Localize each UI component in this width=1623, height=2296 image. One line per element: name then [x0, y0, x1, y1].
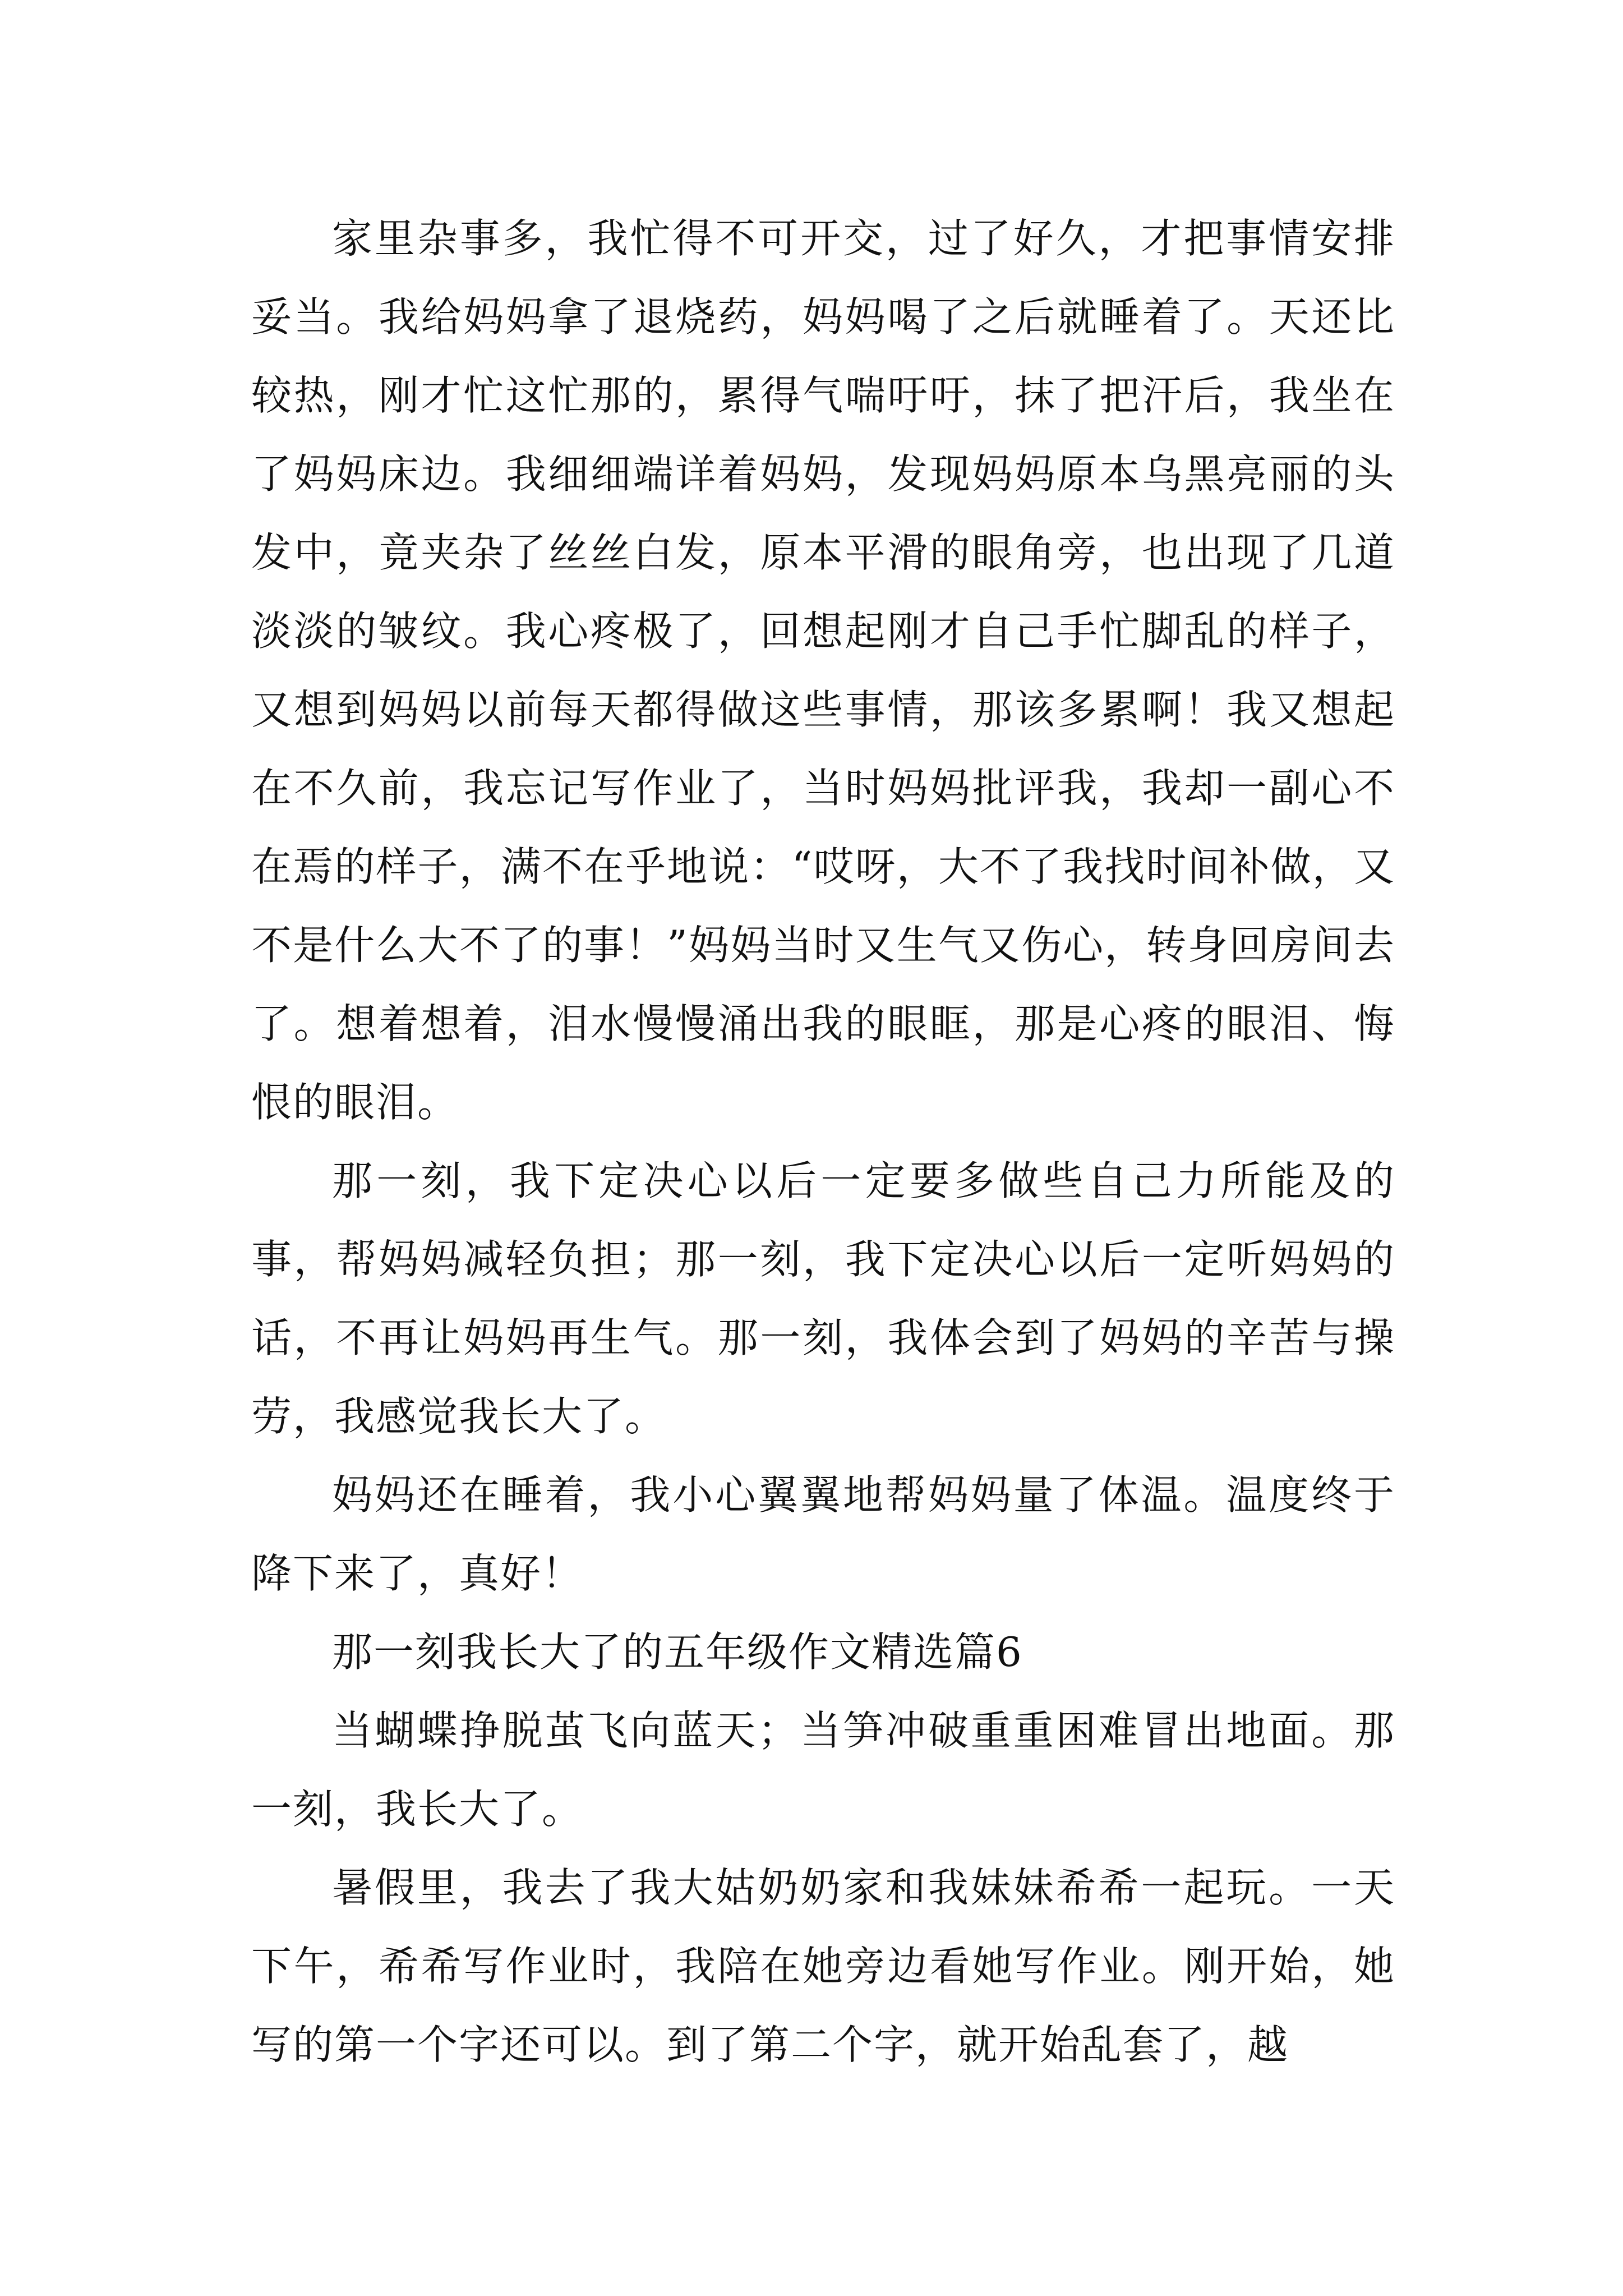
paragraph-butterfly: 当蝴蝶挣脱茧飞向蓝天；当笋冲破重重困难冒出地面。那一刻，我长大了。 — [251, 1707, 1395, 1833]
paragraph-resolution: 那一刻，我下定决心以后一定要多做些自己力所能及的事，帮妈妈减轻负担；那一刻，我下定决心以后一定听妈妈的话，不再让妈妈再生气。那一刻，我体会到了妈妈的辛苦与操劳，我感觉我长大了。 — [251, 1157, 1395, 1440]
body-text — [251, 199, 1395, 2084]
essay-heading: 那一刻我长大了的五年级作文精选篇6 — [332, 1628, 1023, 1676]
paragraph-summer: 暑假里，我去了我大姑奶奶家和我妹妹希希一起玩。一天下午，希希写作业时，我陪在她旁边看她写作业。刚开始，她写的第一个字还可以。到了第二个字，就开始乱套了，越 — [251, 1864, 1395, 2068]
paragraph-mother-sick: 家里杂事多，我忙得不可开交，过了好久，才把事情安排妥当。我给妈妈拿了退烧药，妈妈喝了之后就睡着了。天还比较热，刚才忙这忙那的，累得气喘吁吁，抹了把汗后，我坐在了妈妈床边。我细细端详着妈妈，发现妈妈原本乌黑亮丽的头发中，竟夹杂了丝丝白发，原本平滑的眼角旁，也出现了几道淡淡的皱纹。我心疼极了，回想起刚才自己手忙脚乱的样子，又想到妈妈以前每天都得做这些事情，那该多累啊！我又想起在不久前，我忘记写作业了，当时妈妈批评我，我却一副心不在焉的样子，满不在乎地说：“哎呀，大不了我找时间补做，又不是什么大不了的事！”妈妈当时又生气又伤心，转身回房间去了。想着想着，泪水慢慢涌出我的眼眶，那是心疼的眼泪、悔恨的眼泪。 — [251, 215, 1395, 1126]
paragraph-temperature: 妈妈还在睡着，我小心翼翼地帮妈妈量了体温。温度终于降下来了，真好！ — [251, 1471, 1395, 1597]
